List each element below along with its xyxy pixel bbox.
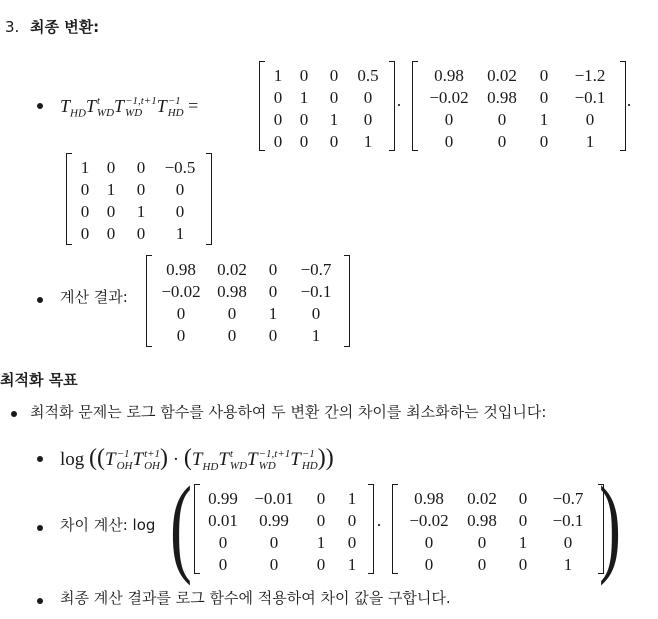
matrix-cell: 0.02 (467, 488, 497, 508)
matrix-cell: 0 (175, 201, 185, 221)
matrix-cell: 0 (347, 532, 357, 552)
matrix-cell: 0 (106, 157, 116, 177)
matrix-cell: 0 (299, 65, 309, 85)
matrix-cell: 0 (175, 179, 185, 199)
matrix-cell: −0.7 (300, 259, 332, 279)
matrix-cell: 0 (299, 131, 309, 151)
matrix-cell: 0 (80, 223, 90, 243)
optimization-title: 최적화 목표 (0, 371, 78, 389)
matrix-cell: 0 (273, 109, 283, 129)
matrix-cell: −0.02 (429, 87, 469, 107)
matrix-cell: 0 (269, 532, 279, 552)
matrix-cell: 0 (176, 325, 186, 345)
matrix-cell: −0.01 (254, 488, 294, 508)
bullet (37, 525, 43, 531)
right-paren: ) (599, 464, 621, 586)
diff-label: 차이 계산: log (60, 516, 156, 534)
matrix-cell: 0 (424, 554, 434, 574)
matrix-cell: 0 (585, 109, 595, 129)
matrix-cell: 0.99 (208, 488, 238, 508)
matrix-cell: 1 (347, 488, 357, 508)
result-label: 계산 결과: (60, 288, 128, 306)
left-paren: ( (170, 464, 192, 586)
matrix-cell: 0 (539, 65, 549, 85)
matrix-cell: 0.98 (467, 510, 497, 530)
matrix-cell: 0 (539, 87, 549, 107)
matrix-cell: 0 (477, 554, 487, 574)
matrix-cell: 1 (273, 65, 283, 85)
matrix-cell: 0 (518, 510, 528, 530)
matrix-cell: −0.1 (552, 510, 584, 530)
dot-operator: · (396, 95, 402, 115)
matrix-cell: 0 (218, 554, 228, 574)
matrix-cell: 1 (363, 131, 373, 151)
dot-operator-2: · (626, 95, 632, 115)
matrix-cell: 0 (518, 488, 528, 508)
matrix-result (146, 255, 350, 347)
matrix-cell: 0 (477, 532, 487, 552)
matrix-cell: 0.98 (217, 281, 247, 301)
final-note: 최종 계산 결과를 로그 함수에 적용하여 차이 값을 구합니다. (60, 589, 451, 607)
matrix-cell: 0 (329, 131, 339, 151)
matrix-oh (194, 484, 374, 574)
matrix-cell: −0.02 (409, 510, 449, 530)
matrix-cell: 0 (106, 223, 116, 243)
matrix-cell: 0 (269, 554, 279, 574)
matrix-cell: 0.02 (217, 259, 247, 279)
matrix-cell: 0 (424, 532, 434, 552)
matrix-cell: 1 (136, 201, 146, 221)
matrix-cell: 1 (539, 109, 549, 129)
matrix-cell: −0.1 (574, 87, 606, 107)
matrix-cell: 1 (585, 131, 595, 151)
matrix-cell: 1 (518, 532, 528, 552)
matrix-cell: 0 (518, 554, 528, 574)
matrix-cell: 0.98 (166, 259, 196, 279)
matrix-cell: 1 (563, 554, 573, 574)
matrix-cell: 0 (311, 303, 321, 323)
matrix-cell: 0 (363, 109, 373, 129)
matrix-cell: 0 (176, 303, 186, 323)
matrix-cell: 0 (136, 157, 146, 177)
matrix-c (66, 153, 212, 245)
matrix-cell: 0 (329, 65, 339, 85)
matrix-cell: 0 (316, 488, 326, 508)
bullet (37, 598, 43, 604)
matrix-cell: 0 (273, 131, 283, 151)
matrix-cell: 0 (227, 303, 237, 323)
matrix-cell: 0 (299, 109, 309, 129)
section-number: 3. (5, 18, 20, 36)
matrix-cell: 0 (363, 87, 373, 107)
matrix-a (259, 61, 395, 151)
matrix-cell: 1 (268, 303, 278, 323)
matrix-res2 (392, 484, 604, 574)
matrix-cell: 0 (563, 532, 573, 552)
matrix-cell: 0 (497, 131, 507, 151)
bullet (37, 297, 43, 303)
equation-lhs: $T_{HD}T$ t WD T −1,t+1 WD T −1 HD = (60, 95, 199, 120)
matrix-cell: 0 (106, 201, 116, 221)
matrix-cell: 0 (136, 223, 146, 243)
optimization-description: 최적화 문제는 로그 함수를 사용하여 두 변환 간의 차이를 최소화하는 것입니다: (30, 403, 547, 421)
matrix-cell: 0 (227, 325, 237, 345)
matrix-cell: 0 (329, 87, 339, 107)
matrix-cell: 0 (268, 259, 278, 279)
bullet (11, 411, 17, 417)
matrix-cell: 0 (316, 510, 326, 530)
matrix-cell: 0 (273, 87, 283, 107)
matrix-cell: 1 (329, 109, 339, 129)
matrix-cell: 1 (175, 223, 185, 243)
matrix-cell: 0 (268, 325, 278, 345)
matrix-cell: 1 (106, 179, 116, 199)
matrix-cell: −0.5 (164, 157, 196, 177)
matrix-cell: 0.02 (487, 65, 517, 85)
matrix-cell: 0 (218, 532, 228, 552)
bullet (37, 456, 43, 462)
matrix-cell: −0.1 (300, 281, 332, 301)
matrix-cell: 0 (268, 281, 278, 301)
matrix-cell: 0 (444, 131, 454, 151)
matrix-cell: 0 (136, 179, 146, 199)
matrix-cell: 1 (80, 157, 90, 177)
matrix-b (412, 61, 626, 151)
matrix-cell: 1 (347, 554, 357, 574)
dot-operator-3: · (376, 515, 382, 535)
matrix-cell: −1.2 (574, 65, 606, 85)
matrix-cell: 0 (497, 109, 507, 129)
matrix-cell: 0.5 (357, 65, 379, 85)
matrix-cell: 0 (444, 109, 454, 129)
matrix-cell: 1 (311, 325, 321, 345)
matrix-cell: 0 (539, 131, 549, 151)
matrix-cell: 0 (80, 179, 90, 199)
matrix-cell: 1 (316, 532, 326, 552)
matrix-cell: 0 (347, 510, 357, 530)
matrix-cell: 1 (299, 87, 309, 107)
matrix-cell: 0.98 (434, 65, 464, 85)
matrix-cell: 0.99 (259, 510, 289, 530)
log-expression: log ((T −1 OH T t+1 OH ) · ($T_{HD}T$ t WD T −1,t+1 WD T −1 HD )) (60, 445, 334, 473)
matrix-cell: 0 (80, 201, 90, 221)
matrix-cell: 0.98 (414, 488, 444, 508)
section-title: 최종 변환: (30, 18, 100, 36)
matrix-cell: 0 (316, 554, 326, 574)
bullet (37, 103, 43, 109)
matrix-cell: −0.02 (161, 281, 201, 301)
matrix-cell: 0.01 (208, 510, 238, 530)
matrix-cell: −0.7 (552, 488, 584, 508)
matrix-cell: 0.98 (487, 87, 517, 107)
